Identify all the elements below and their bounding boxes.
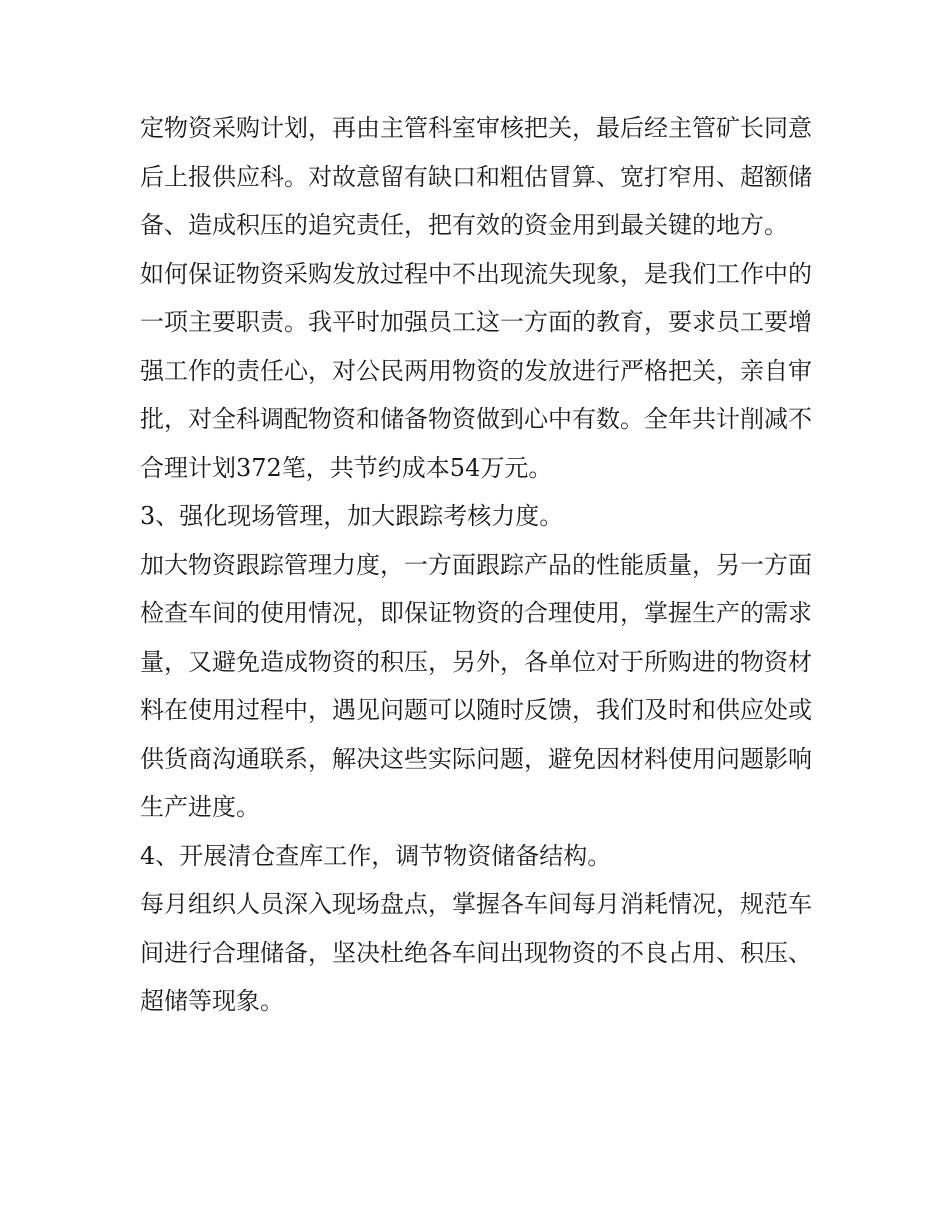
paragraph-procurement-plan: 定物资采购计划，再由主管科室审核把关，最后经主管矿长同意后上报供应科。对故意留有缺口和粗估冒算、宽打窄用、超额储备、造成积压的追究责任，把有效的资金用到最关键的地方。 [140, 114, 812, 239]
heading-site-management: 3、强化现场管理，加大跟踪考核力度。 [140, 502, 564, 530]
paragraph-monthly-inventory: 每月组织人员深入现场盘点，掌握各车间每月消耗情况，规范车间进行合理储备，坚决杜绝各车间出现物资的不良占用、积压、超储等现象。 [140, 890, 812, 1015]
document-body [140, 104, 812, 1026]
heading-warehouse-inventory: 4、开展清仓查库工作，调节物资储备结构。 [140, 841, 612, 870]
paragraph-tracking-management: 加大物资跟踪管理力度，一方面跟踪产品的性能质量，另一方面检查车间的使用情况，即保证物资的合理使用，掌握生产的需求量，又避免造成物资的积压，另外，各单位对于所购进的物资材料在使用过程中，遇见问题可以随时反馈，我们及时和供应处或供货商沟通联系，解决这些实际问题，避免因材料使用问题影响生产进度。 [140, 550, 812, 821]
paragraph-material-loss-prevention: 如何保证物资采购发放过程中不出现流失现象，是我们工作中的一项主要职责。我平时加强员工这一方面的教育，要求员工要增强工作的责任心，对公民两用物资的发放进行严格把关，亲自审批，对全科调配物资和储备物资做到心中有数。全年共计削减不合理计划372笔，共节约成本54万元。 [140, 259, 812, 482]
